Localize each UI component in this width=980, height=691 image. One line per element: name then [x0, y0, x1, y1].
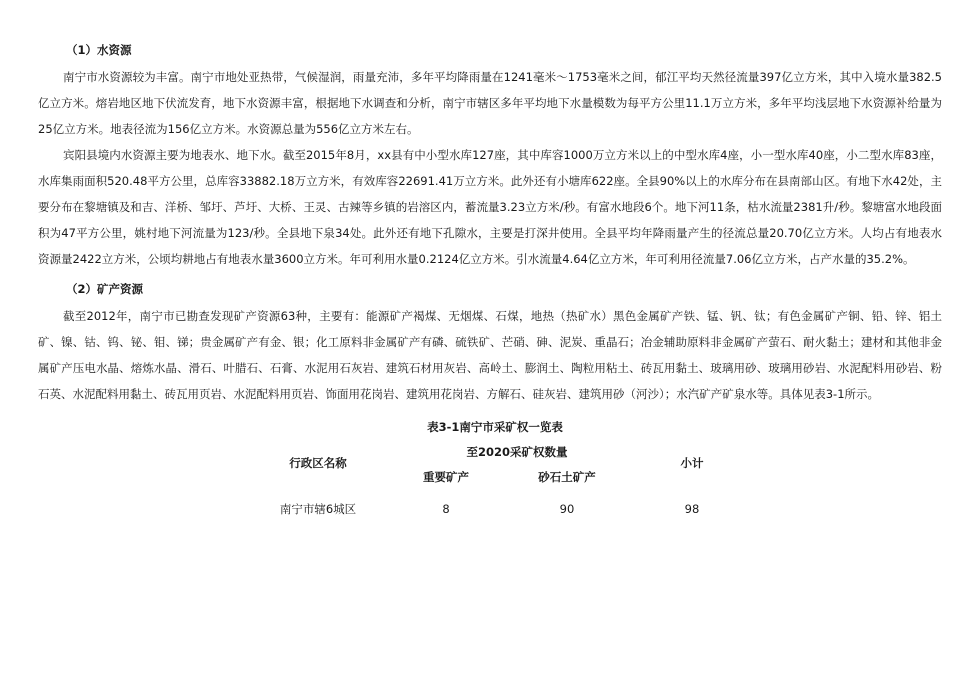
cell-region: 南宁市辖6城区 [279, 502, 357, 516]
cell-important: 8 [442, 502, 450, 516]
paragraph-minerals: 截至2012年，南宁市已勘查发现矿产资源63种，主要有：能源矿产褐煤、无烟煤、石煤，地热（热矿水）黑色金属矿产铁、锰、钒、钛；有色金属矿产铜、铅、锌、铝土矿、镍、钴、钨、铋、钼、锑；贵金属矿产有金、银；化工原料非金属矿产有磷、硫铁矿、芒硝、砷、泥炭、重晶石；冶金辅助原料非金属矿产萤石、耐火黏土；建材和其他非金属矿产压电水晶、熔炼水晶、滑石、叶腊石、石膏、水泥用石灰岩、建筑石材用灰岩、高岭土、膨润土、陶粒用粘土、砖瓦用黏土、玻璃用砂、玻璃用砂岩、水泥配料用砂岩、粉石英、水泥配料用黏土、砖瓦用页岩、水泥配料用页岩、饰面用花岗岩、建筑用花岗岩、方解石、硅灰岩、建筑用砂（河沙）；水汽矿产矿泉水等。具体见表3-1所示。 [38, 309, 942, 401]
header-group: 至2020采矿权数量 [466, 445, 568, 459]
cell-sand: 90 [559, 502, 575, 516]
table-row [240, 488, 746, 530]
section-heading-minerals: （2）矿产资源 [66, 282, 144, 296]
header-sand: 砂石土矿产 [538, 470, 596, 484]
paragraph-water-nanning: 南宁市水资源较为丰富。南宁市地处亚热带，气候湿润，雨量充沛，多年平均降雨量在1241毫米～1753毫米之间，郁江平均天然径流量397亿立方米，其中入境水量382.5亿立方米。熔岩地区地下伏流发育，地下水资源丰富，根据地下水调查和分析，南宁市辖区多年平均地下水量模数为每平方公里11.1万立方米，多年平均浅层地下水资源补给量为25亿立方米。地表径流为156亿立方米。水资源总量为556亿立方米左右。 [38, 70, 942, 136]
cell-subtotal: 98 [684, 502, 700, 516]
header-subtotal: 小计 [680, 456, 704, 470]
header-region: 行政区名称 [289, 456, 347, 470]
mining-rights-table [240, 438, 746, 530]
table-title: 表3-1南宁市采矿权一览表 [427, 420, 563, 434]
document [38, 36, 942, 530]
header-important: 重要矿产 [423, 470, 469, 484]
paragraph-water-binyang: 宾阳县境内水资源主要为地表水、地下水。截至2015年8月，xx县有中小型水库127座，其中库容1000万立方米以上的中型水库4座，小一型水库40座，小二型水库83座，水库集雨面积520.48平方公里，总库容33882.18万立方米，有效库容22691.41万立方米。此外还有小塘库622座。全县90%以上的水库分布在县南部山区。有地下水42处，主要分布在黎塘镇及和吉、洋桥、邹圩、芦圩、大桥、王灵、古辣等乡镇的岩溶区内，蓄流量3.23立方米/秒。有富水地段6个。地下河11条，枯水流量2381升/秒。黎塘富水地段面积为47平方公里，姚村地下河流量为123/秒。全县地下泉34处。此外还有地下孔隙水，主要是打深井使用。全县平均年降雨量产生的径流总量20.70亿立方米。人均占有地表水资源量2422立方米，公顷均耕地占有地表水量3600立方米。年可利用水量0.2124亿立方米。引水流量4.64亿立方米，年可利用径流量7.06亿立方米，占产水量的35.2%。 [38, 148, 942, 266]
section-heading-water: （1）水资源 [66, 43, 132, 57]
